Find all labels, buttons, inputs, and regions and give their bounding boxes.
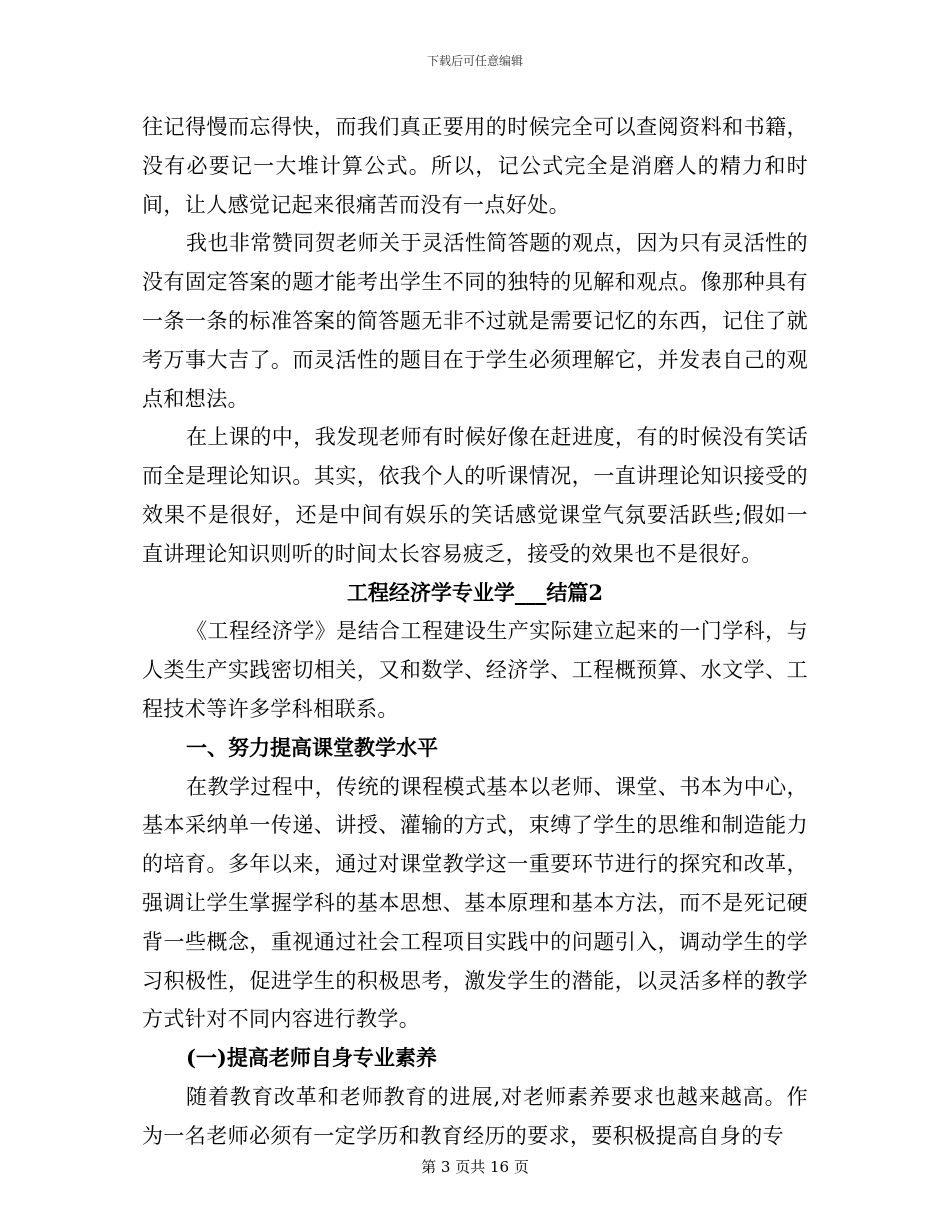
paragraph-2: 我也非常赞同贺老师关于灵活性简答题的观点，因为只有灵活性的没有固定答案的题才能考出学生不同的独特的见解和观点。像那种具有一条一条的标准答案的简答题无非不过就是需要记忆的东西，记住了就考万事大吉了。而灵活性的题目在于学生必须理解它，并发表自己的观点和想法。 (142, 231, 808, 411)
page-header: 下载后可任意编辑 (426, 54, 523, 68)
paragraph-1: 往记得慢而忘得快，而我们真正要用的时候完全可以查阅资料和书籍，没有必要记一大堆计算公式。所以，记公式完全是消磨人的精力和时间，让人感觉记起来很痛苦而没有一点好处。 (142, 115, 808, 217)
heading-1: 一、努力提高课堂教学水平 (186, 734, 438, 760)
page-footer: 第 3 页共 16 页 (421, 1158, 529, 1176)
heading-2: (一)提高老师自身专业素养 (186, 1045, 437, 1071)
document-body (142, 108, 808, 1156)
paragraph-6: 随着教育改革和老师教育的进展,对老师素养要求也越来越高。作为一名老师必须有一定学历和教育经历的要求，要积极提高自身的专 (142, 1084, 808, 1148)
section-title: 工程经济学专业学___结篇2 (346, 579, 604, 605)
paragraph-4: 《工程经济学》是结合工程建设生产实际建立起来的一门学科，与人类生产实践密切相关，又和数学、经济学、工程概预算、水文学、工程技术等许多学科相联系。 (142, 619, 808, 721)
paragraph-3: 在上课的中，我发现老师有时候好像在赶进度，有的时候没有笑话而全是理论知识。其实，依我个人的听课情况，一直讲理论知识接受的效果不是很好，还是中间有娱乐的笑话感觉课堂气氛要活跃些;假如一直讲理论知识则听的时间太长容易疲乏，接受的效果也不是很好。 (142, 425, 808, 566)
paragraph-5: 在教学过程中，传统的课程模式基本以老师、课堂、书本为中心，基本采纳单一传递、讲授、灌输的方式，束缚了学生的思维和制造能力的培育。多年以来，通过对课堂教学这一重要环节进行的探究和改革，强调让学生掌握学科的基本思想、基本原理和基本方法，而不是死记硬背一些概念，重视通过社会工程项目实践中的问题引入，调动学生的学习积极性，促进学生的积极思考，激发学生的潜能，以灵活多样的教学方式针对不同内容进行教学。 (142, 774, 808, 1032)
